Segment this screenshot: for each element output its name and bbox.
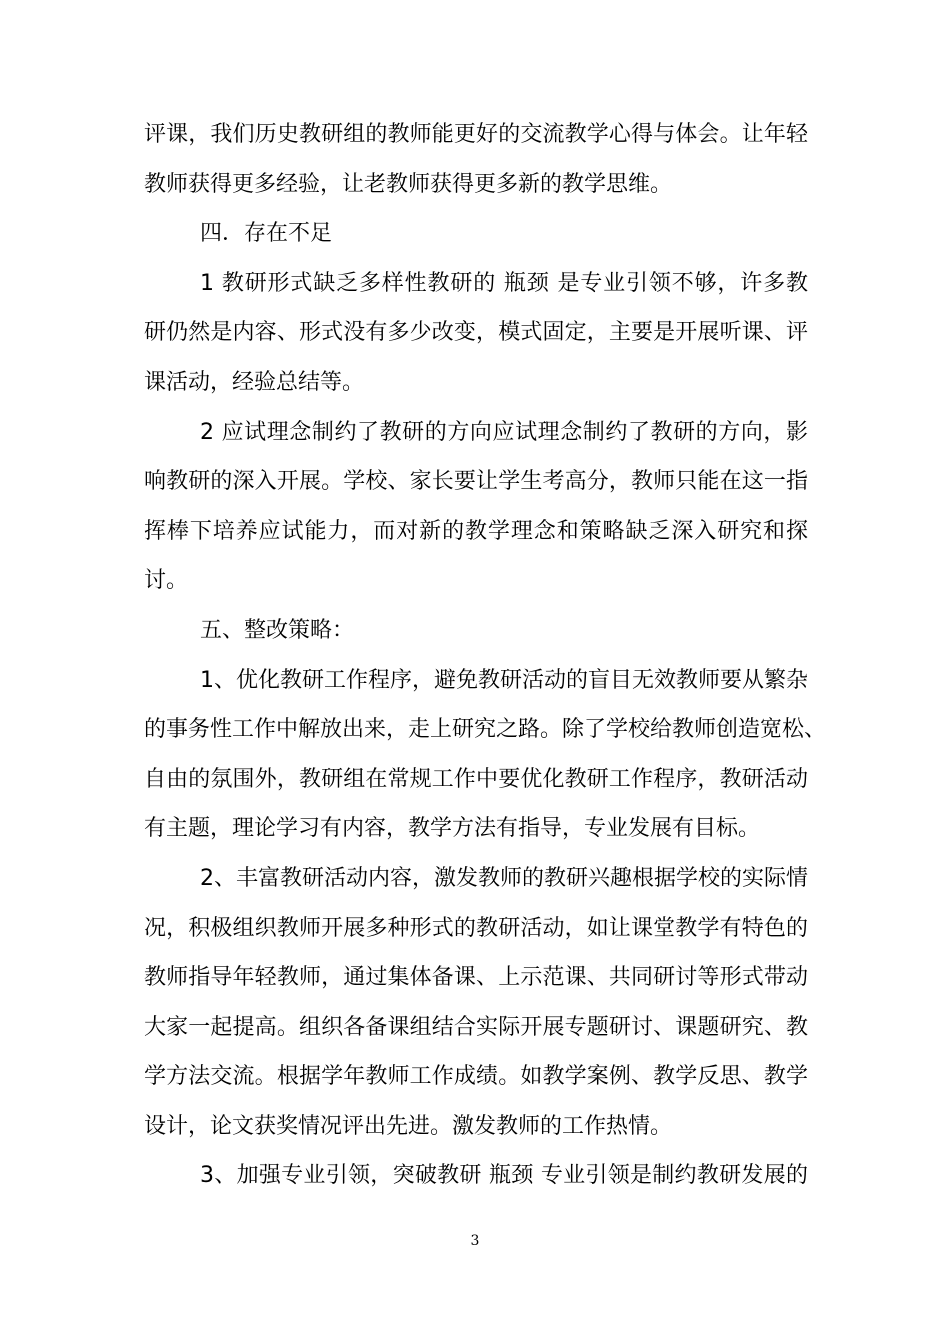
text-line: 1、优化教研工作程序，避免教研活动的盲目无效教师要从繁杂 xyxy=(200,667,808,693)
text-line: 响教研的深入开展。学校、家长要让学生考高分，教师只能在这一指 xyxy=(144,469,808,495)
text-line: 的事务性工作中解放出来，走上研究之路。除了学校给教师创造宽松、 xyxy=(144,717,827,743)
text-line: 挥棒下培养应试能力，而对新的教学理念和策略缺乏深入研究和探 xyxy=(144,518,808,544)
text-line: 教师获得更多经验，让老教师获得更多新的教学思维。 xyxy=(144,171,673,197)
page-number: 3 xyxy=(470,1233,480,1249)
text-line: 学方法交流。根据学年教师工作成绩。如教学案例、教学反思、教学 xyxy=(144,1064,808,1090)
section-heading: 五、整改策略： xyxy=(200,617,355,643)
text-line: 3、加强专业引领，突破教研 瓶颈 专业引领是制约教研发展的 xyxy=(200,1163,808,1189)
body-text xyxy=(144,110,827,1201)
text-line: 课活动，经验总结等。 xyxy=(144,369,365,395)
text-line: 2、丰富教研活动内容，激发教师的教研兴趣根据学校的实际情 xyxy=(200,865,808,891)
text-line: 教师指导年轻教师，通过集体备课、上示范课、共同研讨等形式带动 xyxy=(144,965,808,991)
text-line: 1 教研形式缺乏多样性教研的 瓶颈 是专业引领不够，许多教 xyxy=(200,270,808,296)
text-line: 2 应试理念制约了教研的方向应试理念制约了教研的方向，影 xyxy=(200,419,808,445)
section-heading: 四．存在不足 xyxy=(200,221,333,247)
text-line: 大家一起提高。组织各备课组结合实际开展专题研讨、课题研究、教 xyxy=(144,1014,808,1040)
text-line: 评课，我们历史教研组的教师能更好的交流教学心得与体会。让年轻 xyxy=(144,122,808,147)
text-line: 况，积极组织教师开展多种形式的教研活动，如让课堂教学有特色的 xyxy=(144,915,808,941)
text-line: 有主题，理论学习有内容，教学方法有指导，专业发展有目标。 xyxy=(144,816,761,842)
text-line: 自由的氛围外，教研组在常规工作中要优化教研工作程序，教研活动 xyxy=(144,766,808,792)
text-line: 设计，论文获奖情况评出先进。激发教师的工作热情。 xyxy=(144,1113,673,1139)
text-line: 研仍然是内容、形式没有多少改变，模式固定，主要是开展听课、评 xyxy=(144,320,808,346)
text-line: 讨。 xyxy=(144,568,189,594)
